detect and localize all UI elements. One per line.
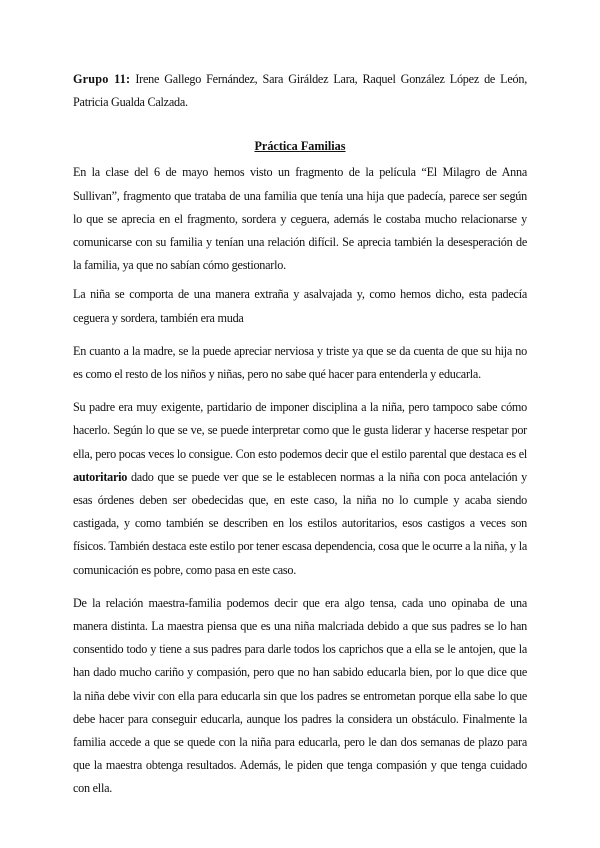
parenting-style-term: autoritario bbox=[73, 469, 128, 484]
paragraph-5: De la relación maestra-familia podemos decir que era algo tensa, cada uno opinaba de una manera distinta. La maestra piensa que es una niña malcriada debido a que sus padres se lo han consentido todo y tiene a sus padres para darle todos los caprichos que a ella se le antojen, que la han dado mucho cariño y compasión, pero que no han sabido educarla bien, por lo que dice que la niña debe vivir con ella para educarla sin que los padres se entrometan porque ella sabe lo que debe hacer para conseguir educarla, aunque los padres la considera un obstáculo. Finalmente la familia accede a que se quede con la niña para educarla, pero le dan dos semanas de plazo para que la maestra obtenga resultados. Además, le piden que tenga compasión y que tenga cuidado con ella. bbox=[73, 595, 527, 796]
paragraph-3: En cuanto a la madre, se la puede apreciar nerviosa y triste ya que se da cuenta de que su hija no es como el resto de los niños y niñas, pero no sabe qué hacer para entenderla y educarla. bbox=[73, 343, 527, 382]
paragraph-4 bbox=[73, 396, 527, 582]
group-label: Grupo 11: bbox=[73, 72, 131, 86]
document-title: Práctica Familias bbox=[254, 139, 346, 154]
paragraph-4-start: Su padre era muy exigente, partidario de imponer disciplina a la niña, pero tampoco sabe cómo hacerlo. Según lo que se ve, se puede interpretar como que le gusta liderar y hacerse respetar por ella, pero pocas veces lo consigue. Con esto podemos decir que el estilo parental que destaca es el bbox=[73, 400, 527, 461]
paragraph-1: En la clase del 6 de mayo hemos visto un fragmento de la película “El Milagro de Anna Sullivan”, fragmento que trataba de una familia que tenía una hija que padecía, parece ser según lo que se aprecia en el fragmento, sordera y ceguera, además le costaba mucho relacionarse y comunicarse con su familia y tenían una relación difícil. Se aprecia también la desesperación de la familia, ya que no sabían cómo gestionarlo. bbox=[73, 165, 527, 273]
author-names: Irene Gallego Fernández, Sara Giráldez Lara, Raquel González López de León, Patricia Gualda Calzada. bbox=[73, 72, 527, 110]
author-line bbox=[73, 68, 527, 114]
paragraph-2: La niña se comporta de una manera extraña y asalvajada y, como hemos dicho, esta padecía ceguera y sordera, también era muda bbox=[73, 287, 527, 325]
paragraph-4-end: dado que se puede ver que se le establecen normas a la niña con poca antelación y esas órdenes deben ser obedecidas que, en este caso, la niña no lo cumple y acaba siendo castigada, y como también se describen en los estilos autoritarios, esos castigos a veces son físicos. También destaca este estilo por tener escasa dependencia, cosa que le ocurre a la niña, y la comunicación es pobre, como pasa en este caso. bbox=[73, 469, 527, 577]
